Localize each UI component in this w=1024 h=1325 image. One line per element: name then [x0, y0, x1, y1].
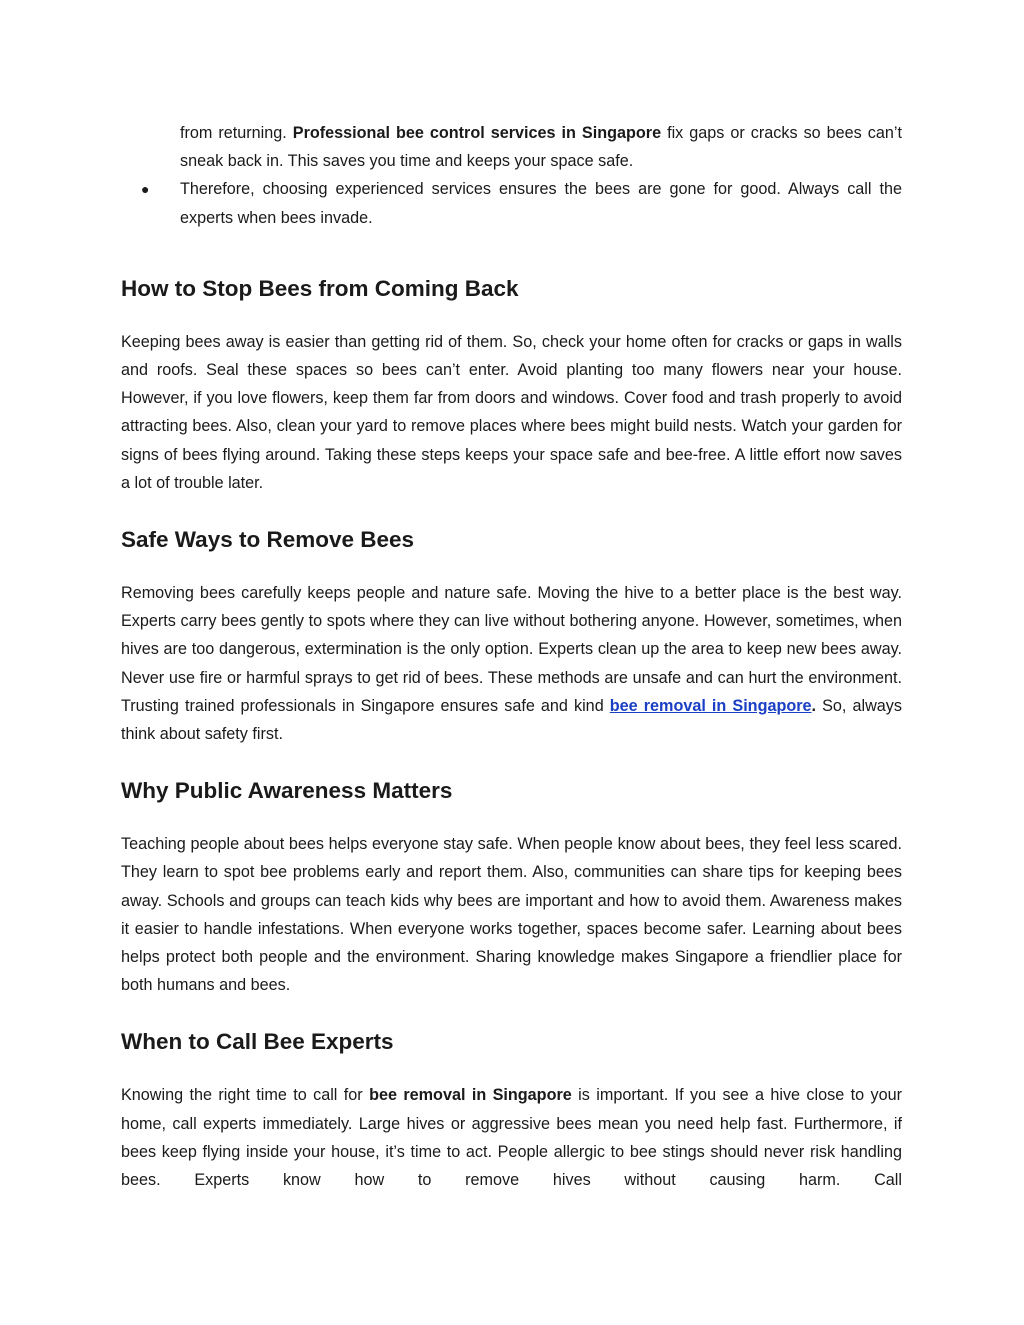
paragraph-text: is important. If you see a hive close to your home, call experts immediately. Large hives or aggressive bees mean you need help fast. Furthermore, if bees keep flying inside your house, it’s time to act. People allergic to bee stings should never risk handling bees. Experts know how to remove hives without causing harm. Call: [121, 1086, 902, 1190]
page-content: [121, 119, 902, 1194]
bullet-dot-icon: ●: [141, 181, 150, 198]
section-paragraph: [121, 579, 902, 748]
section-heading: Why Public Awareness Matters: [121, 778, 453, 804]
link-period: .: [811, 696, 817, 715]
bee-removal-link[interactable]: bee removal in Singapore: [609, 696, 812, 715]
bullet-text: Therefore, choosing experienced services ensures the bees are gone for good. Always call the experts when bees invade.: [180, 180, 902, 227]
bullet-text: fix gaps or cracks so bees can’t sneak back in. This saves you time and keeps your space safe.: [180, 124, 902, 171]
list-item: [121, 175, 902, 231]
paragraph-text: Knowing the right time to call for: [121, 1086, 370, 1105]
bold-phrase: Professional bee control services in Singapore: [292, 124, 662, 142]
bold-phrase: bee removal in Singapore: [369, 1086, 572, 1105]
list-item: [121, 119, 902, 175]
paragraph-text: So, always think about safety first.: [121, 696, 902, 744]
paragraph-text: Removing bees carefully keeps people and nature safe. Moving the hive to a better place is the best way. Experts carry bees gently to spots where they can live without bothering anyone. However, sometimes, when hives are too dangerous, extermination is the only option. Experts clean up the area to keep new bees away. Never use fire or harmful sprays to get rid of bees. These methods are unsafe and can hurt the environment. Trusting trained professionals in Singapore ensures safe and kind: [121, 584, 902, 715]
bullet-text: from returning.: [180, 124, 293, 142]
section-heading: When to Call Bee Experts: [121, 1029, 394, 1055]
section-paragraph: Keeping bees away is easier than getting rid of them. So, check your home often for cracks or gaps in walls and roofs. Seal these spaces so bees can’t enter. Avoid planting too many flowers near your house. However, if you love flowers, keep them far from doors and windows. Cover food and trash properly to avoid attracting bees. Also, clean your yard to remove places where bees might build nests. Watch your garden for signs of bees flying around. Taking these steps keeps your space safe and bee-free. A little effort now saves a lot of trouble later.: [121, 332, 902, 492]
section-heading: How to Stop Bees from Coming Back: [121, 275, 519, 301]
section-paragraph: Teaching people about bees helps everyone stay safe. When people know about bees, they feel less scared. They learn to spot bee problems early and report them. Also, communities can share tips for keeping bees away. Schools and groups can teach kids why bees are important and how to avoid them. Awareness makes it easier to handle infestations. When everyone works together, spaces become safer. Learning about bees helps protect both people and the environment. Sharing knowledge makes Singapore a friendlier place for both humans and bees.: [121, 835, 902, 995]
section-heading: Safe Ways to Remove Bees: [121, 527, 415, 553]
section-paragraph: [121, 1081, 902, 1194]
bullet-list: [121, 119, 902, 232]
